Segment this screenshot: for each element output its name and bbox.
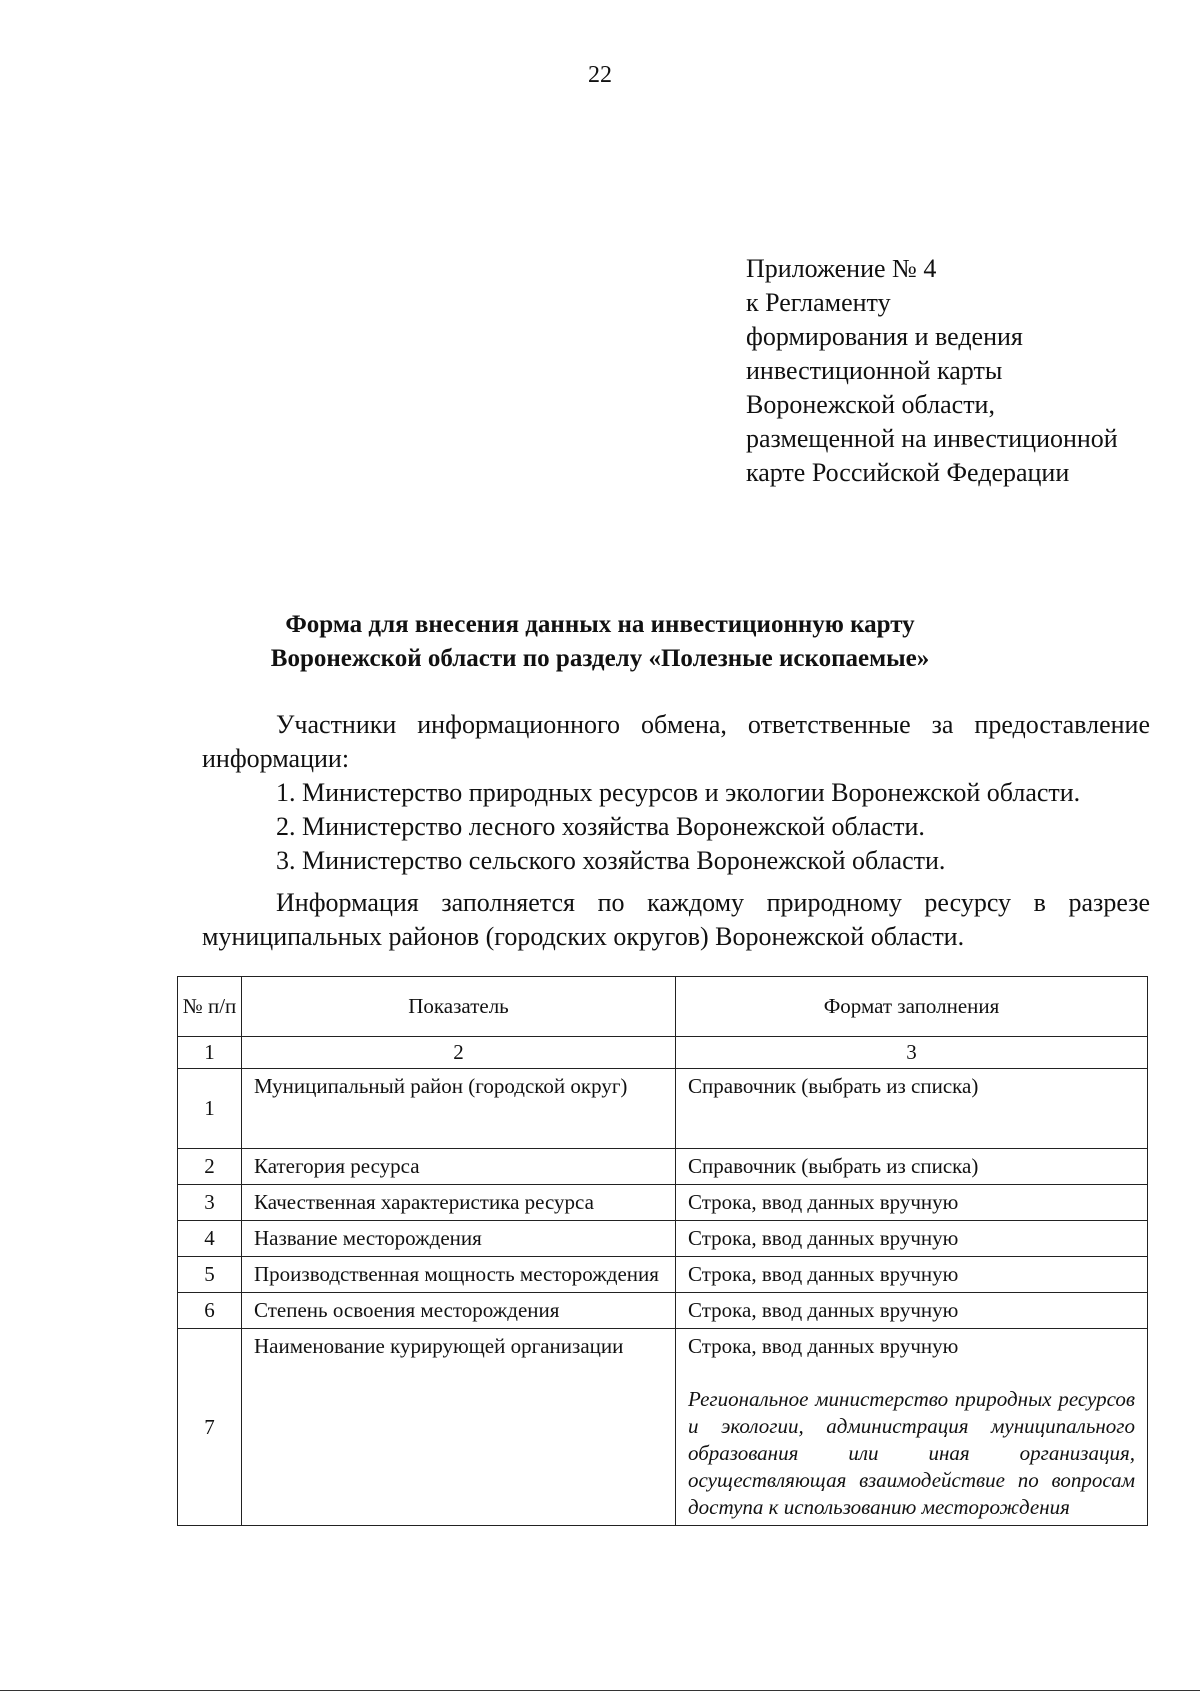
row-format-note: Региональное министерство природных ресурсов и экологии, администрация муниципального образования или иная организация, осуществляющая взаимодействие по вопросам доступа к использованию месторождения	[688, 1387, 1135, 1519]
row-format: Справочник (выбрать из списка)	[676, 1149, 1148, 1185]
title-line-2: Воронежской области по разделу «Полезные ископаемые»	[270, 645, 930, 672]
table-row	[178, 1221, 1148, 1257]
row-format: Строка, ввод данных вручную	[676, 1293, 1148, 1329]
row-num: 5	[178, 1257, 242, 1293]
appendix-line: размещенной на инвестиционной	[746, 424, 1118, 453]
title-line-1: Форма для внесения данных на инвестиционную карту	[285, 611, 915, 638]
table-row	[178, 1149, 1148, 1185]
row-num: 6	[178, 1293, 242, 1329]
row-indicator: Муниципальный район (городской округ)	[242, 1069, 676, 1149]
index-cell: 3	[676, 1037, 1148, 1069]
table-row	[178, 1257, 1148, 1293]
appendix-line: Воронежской области,	[746, 390, 995, 419]
bottom-rule	[0, 1690, 1200, 1691]
row-indicator: Степень освоения месторождения	[242, 1293, 676, 1329]
row-indicator: Наименование курирующей организации	[242, 1329, 676, 1526]
header-num: № п/п	[178, 977, 242, 1037]
appendix-line: Приложение № 4	[746, 254, 937, 283]
row-num: 7	[178, 1329, 242, 1526]
row-num: 4	[178, 1221, 242, 1257]
row-indicator: Название месторождения	[242, 1221, 676, 1257]
participants-intro: Участники информационного обмена, ответственные за предоставление информации:	[202, 710, 1150, 773]
header-format: Формат заполнения	[676, 977, 1148, 1037]
appendix-line: карте Российской Федерации	[746, 458, 1070, 487]
index-cell: 2	[242, 1037, 676, 1069]
participants-block	[202, 708, 1150, 878]
participant-item: 3. Министерство сельского хозяйства Воронежской области.	[276, 846, 946, 875]
page-number: 22	[588, 62, 612, 88]
document-title	[150, 608, 1050, 676]
appendix-line: к Регламенту	[746, 288, 891, 317]
appendix-line: формирования и ведения	[746, 322, 1023, 351]
appendix-header	[746, 252, 1118, 490]
row-num: 2	[178, 1149, 242, 1185]
participant-item: 1. Министерство природных ресурсов и экологии Воронежской области.	[276, 778, 1081, 807]
row-format: Справочник (выбрать из списка)	[676, 1069, 1148, 1149]
table-index-row	[178, 1037, 1148, 1069]
index-cell: 1	[178, 1037, 242, 1069]
row-format: Строка, ввод данных вручную	[676, 1185, 1148, 1221]
header-indicator: Показатель	[242, 977, 676, 1037]
table-header-row	[178, 977, 1148, 1037]
row-format: Строка, ввод данных вручную	[676, 1221, 1148, 1257]
table-row	[178, 1329, 1148, 1526]
participant-item: 2. Министерство лесного хозяйства Воронежской области.	[276, 812, 925, 841]
row-format: Строка, ввод данных вручную	[676, 1257, 1148, 1293]
info-paragraph: Информация заполняется по каждому природному ресурсу в разрезе муниципальных районов (городских округов) Воронежской области.	[202, 888, 1150, 951]
row-indicator: Категория ресурса	[242, 1149, 676, 1185]
table-row	[178, 1069, 1148, 1149]
row-indicator: Производственная мощность месторождения	[242, 1257, 676, 1293]
row-num: 1	[178, 1069, 242, 1149]
table-row	[178, 1293, 1148, 1329]
row-format: Строка, ввод данных вручную	[688, 1334, 959, 1358]
row-indicator: Качественная характеристика ресурса	[242, 1185, 676, 1221]
form-table	[177, 976, 1148, 1526]
table-row	[178, 1185, 1148, 1221]
row-format-cell	[676, 1329, 1148, 1526]
appendix-line: инвестиционной карты	[746, 356, 1003, 385]
row-num: 3	[178, 1185, 242, 1221]
